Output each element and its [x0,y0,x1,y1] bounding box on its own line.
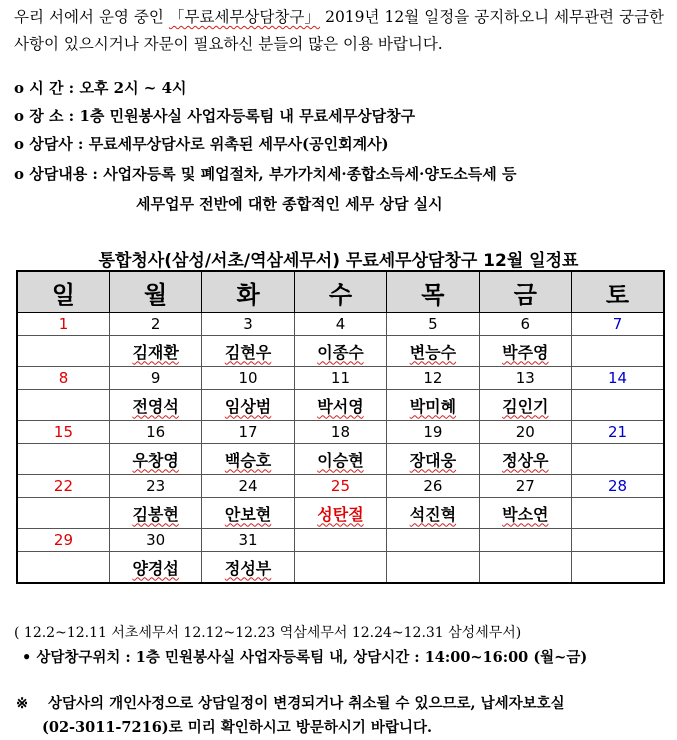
consultant-cell [387,498,479,529]
consultant-name: 임상범 [224,396,272,416]
consultant-name: 김인기 [502,396,549,416]
date-cell: 13 [479,367,571,390]
consultant-cell [109,390,201,421]
consultant-name: 백승호 [224,450,272,470]
consultant-cell [387,444,479,475]
consultant-row [17,390,664,421]
date-cell: 28 [572,475,664,498]
consultant-cell [109,552,201,584]
weekday-fri: 금 [479,271,571,313]
date-cell: 6 [479,313,571,336]
consultant-name: 박서영 [317,396,364,416]
date-cell: 10 [202,367,294,390]
date-cell: 11 [294,367,386,390]
info-content-label: o 상담내용 : [14,165,98,183]
consultant-cell [17,336,109,367]
info-content-value: 사업자등록 및 폐업절차, 부가가치세·종합소득세·양도소득세 등 [103,165,517,183]
consultant-row [17,552,664,584]
consultant-name: 성탄절 [317,504,364,524]
date-cell: 8 [17,367,109,390]
weekday-thu: 목 [387,271,479,313]
consultant-name: 석진혁 [409,504,457,524]
consultant-cell [387,336,479,367]
date-cell: 18 [294,421,386,444]
date-row [17,475,664,498]
date-cell [572,529,664,552]
date-cell: 30 [109,529,201,552]
schedule-table [16,270,665,584]
consultant-name: 박주영 [502,342,549,362]
info-content [14,164,670,184]
weekday-sat: 토 [572,271,664,313]
consultant-row [17,444,664,475]
date-cell [294,529,386,552]
date-row [17,421,664,444]
info-place [14,106,670,126]
intro-text-1: 우리 서에서 운영 중인 [14,8,169,26]
consultant-row [17,498,664,529]
consultant-cell [479,444,571,475]
date-cell: 15 [17,421,109,444]
consultant-name: 박소연 [502,504,549,524]
consultant-cell [109,336,201,367]
date-cell: 1 [17,313,109,336]
date-cell: 24 [202,475,294,498]
date-row [17,367,664,390]
date-cell [479,529,571,552]
consultant-name: 우창영 [132,450,179,470]
info-place-label: o 장 소 : [14,107,75,125]
date-cell: 20 [479,421,571,444]
weekday-sun: 일 [17,271,109,313]
notice-line-2: (02-3011-7216)로 미리 확인하시고 방문하시기 바랍니다. [42,719,433,736]
date-cell: 12 [387,367,479,390]
notice-mark: ※ [16,695,29,712]
consultant-cell [202,336,294,367]
consultant-cell [17,390,109,421]
consultant-cell [202,552,294,584]
date-cell: 7 [572,313,664,336]
consultant-cell [479,336,571,367]
consultant-cell [294,552,386,584]
consultant-cell [294,498,386,529]
consultant-row [17,336,664,367]
date-cell: 23 [109,475,201,498]
consultant-cell [572,498,664,529]
consultant-name: 양경섭 [132,558,179,578]
location-line: • 상담창구위치 : 1층 민원봉사실 사업자등록팀 내, 상담시간 : 14:00~16:00 (월~금) [22,649,588,666]
consultant-name: 변능수 [409,342,457,362]
date-cell: 17 [202,421,294,444]
notice [16,692,666,740]
date-cell: 16 [109,421,201,444]
consultant-cell [202,444,294,475]
date-cell [387,529,479,552]
intro-text-2: 2019년 12월 일정을 공지하오니 세무관련 궁금한 사항이 있으시거나 자문이 필요하신 분들의 많은 이용 바랍니다. [14,8,664,53]
date-cell: 31 [202,529,294,552]
date-cell: 19 [387,421,479,444]
weekday-wed: 수 [294,271,386,313]
consultant-cell [17,498,109,529]
date-cell: 25 [294,475,386,498]
consultant-cell [572,444,664,475]
consultant-cell [572,552,664,584]
consultant-cell [479,390,571,421]
consultant-cell [17,444,109,475]
date-cell: 21 [572,421,664,444]
consultant-name: 이승현 [317,450,364,470]
notice-line-1: 상담사의 개인사정으로 상담일정이 변경되거나 취소될 수 있으므로, 납세자보호실 [48,695,565,712]
consultant-name: 정성부 [224,558,272,578]
consultant-cell [387,552,479,584]
info-time [14,78,670,98]
date-cell: 22 [17,475,109,498]
consultant-cell [109,444,201,475]
consultant-name: 장대웅 [409,450,457,470]
intro-highlight: 「무료세무상담창구」 [168,8,321,26]
date-cell: 5 [387,313,479,336]
date-cell: 26 [387,475,479,498]
intro-paragraph [14,4,664,58]
weekday-header-row [17,271,664,313]
consultant-name: 안보현 [224,504,272,524]
consultant-name: 박미혜 [409,396,457,416]
consultant-name: 김봉현 [132,504,179,524]
info-consultant [14,134,670,154]
date-cell: 9 [109,367,201,390]
info-consultant-value: 무료세무상담사로 위촉된 세무사(공인회계사) [88,135,389,153]
consultant-cell [387,390,479,421]
consultant-cell [202,390,294,421]
date-cell: 29 [17,529,109,552]
consultant-cell [294,336,386,367]
consultant-name: 이종수 [317,342,364,362]
date-cell: 2 [109,313,201,336]
date-row [17,313,664,336]
info-time-label: o 시 간 : [14,79,75,97]
consultant-name: 김현우 [224,342,272,362]
weekday-tue: 화 [202,271,294,313]
consultant-cell [572,390,664,421]
consultant-cell [572,336,664,367]
consultant-cell [294,444,386,475]
info-content-continued: 세무업무 전반에 대한 종합적인 세무 상담 실시 [136,195,443,213]
consultant-name: 정상우 [502,450,549,470]
info-place-value: 1층 민원봉사실 사업자등록팀 내 무료세무상담창구 [79,107,416,125]
consultant-cell [479,552,571,584]
info-consultant-label: o 상담사 : [14,135,84,153]
date-cell: 3 [202,313,294,336]
consultant-cell [17,552,109,584]
date-row [17,529,664,552]
weekday-mon: 월 [109,271,201,313]
date-cell: 14 [572,367,664,390]
consultant-cell [109,498,201,529]
table-title: 통합청사(삼성/서초/역삼세무서) 무료세무상담창구 12월 일정표 [98,251,579,271]
consultant-name: 김재환 [132,342,179,362]
info-time-value: 오후 2시 ~ 4시 [79,79,187,97]
consultant-name: 전영석 [132,396,179,416]
consultant-cell [479,498,571,529]
consultant-cell [202,498,294,529]
date-cell: 27 [479,475,571,498]
date-cell: 4 [294,313,386,336]
period-note: ( 12.2~12.11 서초세무서 12.12~12.23 역삼세무서 12.24~12.31 삼성세무서) [14,625,522,641]
consultant-cell [294,390,386,421]
